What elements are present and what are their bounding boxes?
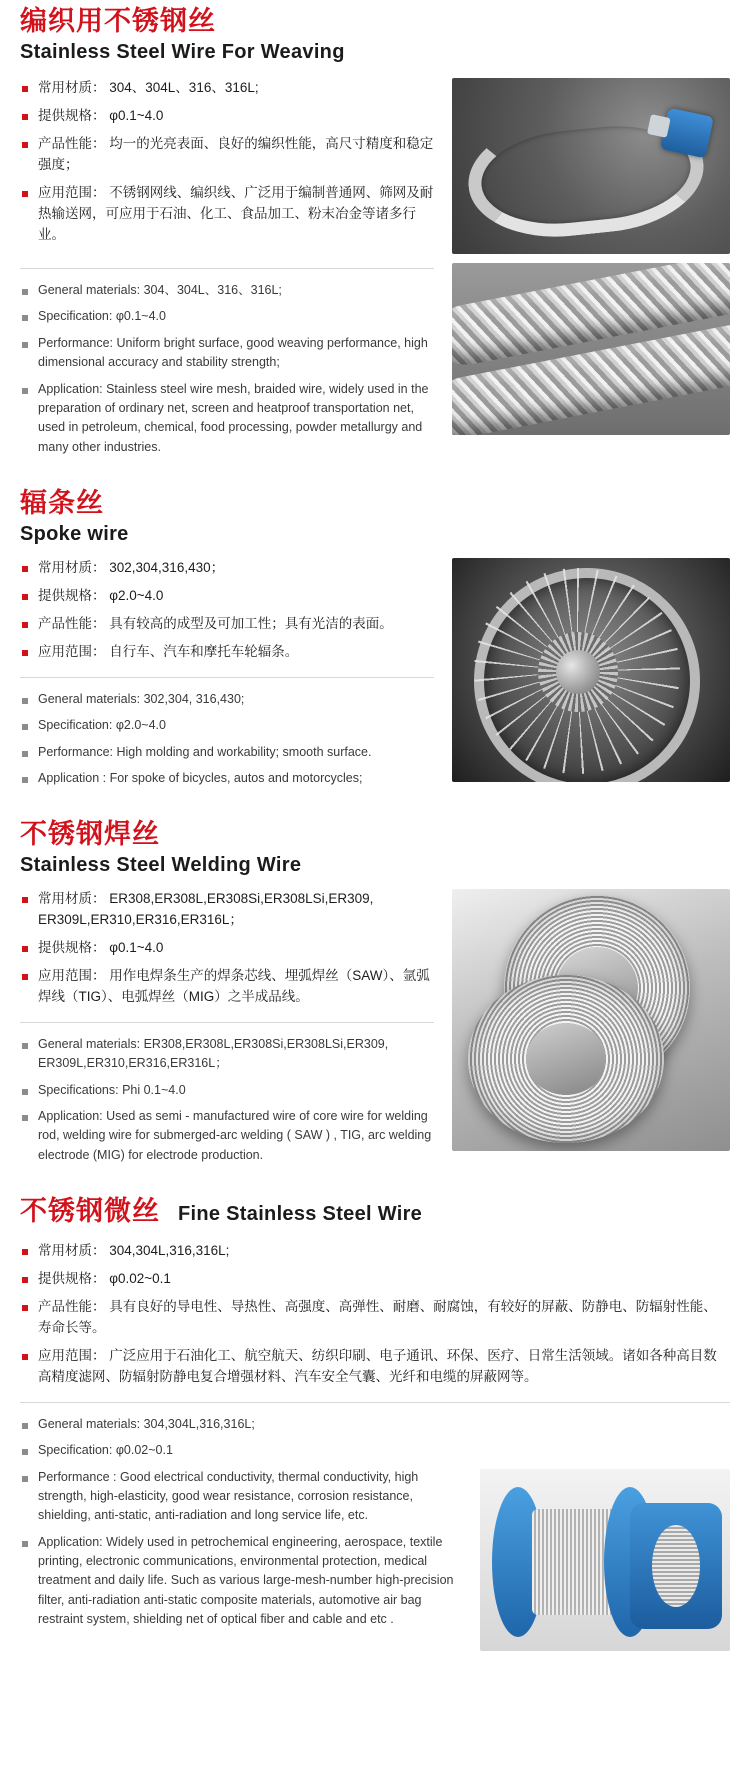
list-item: 提供规格： φ0.1~4.0 xyxy=(20,106,434,127)
list-item: General materials: ER308,ER308L,ER308Si,ER308LSi,ER309, ER309L,ER310,ER316,ER316L； xyxy=(20,1035,434,1074)
list-item: 提供规格： φ2.0~4.0 xyxy=(20,586,434,607)
list-item: 应用范围： 用作电焊条生产的焊条芯线、埋弧焊丝（SAW）、氩弧焊线（TIG）、电弧焊丝（MIG）之半成品线。 xyxy=(20,966,434,1008)
list-item: 提供规格： φ0.02~0.1 xyxy=(20,1269,730,1290)
cn-spec-list xyxy=(20,1241,730,1388)
spec-lists-wrap xyxy=(20,889,452,1172)
section-title-en: Fine Stainless Steel Wire xyxy=(178,1203,423,1226)
section-title-cn: 编织用不锈钢丝 xyxy=(20,6,216,36)
list-item: 产品性能： 具有良好的导电性、导热性、高强度、高弹性、耐磨、耐腐蚀，有较好的屏蔽、防静电、防辐射性能、寿命长等。 xyxy=(20,1297,730,1339)
section-fine-wire xyxy=(0,1190,750,1651)
section-body xyxy=(20,889,730,1172)
en-spec-list-wrap xyxy=(20,1415,480,1637)
fine-wire-spools-photo xyxy=(480,1469,730,1651)
section-title-cn: 不锈钢焊丝 xyxy=(20,819,160,850)
list-item: 产品性能： 具有较高的成型及可加工性；具有光洁的表面。 xyxy=(20,614,434,635)
wire-coil-lower xyxy=(468,975,664,1143)
divider xyxy=(20,1022,434,1023)
list-item: Performance: Uniform bright surface, good weaving performance, high dimensional accuracy and stability strength; xyxy=(20,334,434,373)
list-item: Application : For spoke of bicycles, autos and motorcycles; xyxy=(20,769,434,788)
section-title-en: Stainless Steel Welding Wire xyxy=(20,854,302,877)
section-welding-wire xyxy=(0,813,750,1172)
list-item: General materials: 304、304L、316、316L; xyxy=(20,281,434,300)
list-item: 常用材质： ER308,ER308L,ER308Si,ER308LSi,ER309, ER309L,ER310,ER316,ER316L； xyxy=(20,889,434,931)
en-spec-list xyxy=(20,281,434,457)
section-heading xyxy=(20,1190,730,1227)
list-item: 应用范围： 广泛应用于石油化工、航空航天、纺织印刷、电子通讯、环保、医疗、日常生活领域。诸如各种高目数高精度滤网、防辐射防静电复合增强材料、汽车安全气囊、光纤和电缆的屏蔽网等。 xyxy=(20,1346,730,1388)
section-title-en: Stainless Steel Wire For Weaving xyxy=(20,41,345,64)
section-body-en xyxy=(20,254,730,464)
list-item: Specifications: Phi 0.1~4.0 xyxy=(20,1081,434,1100)
list-item: 常用材质： 304,304L,316,316L; xyxy=(20,1241,730,1262)
cn-spec-list xyxy=(20,889,434,1008)
divider xyxy=(20,268,434,269)
cn-spec-list xyxy=(20,558,434,663)
section-weaving-wire xyxy=(0,0,750,464)
list-item: Specification: φ2.0~4.0 xyxy=(20,716,434,735)
section-heading xyxy=(20,482,730,546)
list-item: Specification: φ0.02~0.1 xyxy=(20,1441,464,1460)
section-heading xyxy=(20,813,730,877)
spacer xyxy=(0,1172,750,1190)
list-item: 提供规格： φ0.1~4.0 xyxy=(20,938,434,959)
en-spec-list xyxy=(20,690,434,789)
list-item: 常用材质： 304、304L、316、316L; xyxy=(20,78,434,99)
cn-spec-list xyxy=(20,78,434,245)
braided-wire-photo xyxy=(452,263,730,435)
list-item: Performance: High molding and workability; smooth surface. xyxy=(20,743,434,762)
spec-lists-wrap xyxy=(20,558,452,795)
list-item: Application: Used as semi - manufactured wire of core wire for welding rod, welding wire for submerged-arc welding ( SAW ) , TIG, arc welding electrode (MIG) for electrode production. xyxy=(20,1107,434,1165)
en-spec-list xyxy=(20,1415,464,1630)
braided-hose-photo xyxy=(452,78,730,254)
list-item: General materials: 304,304L,316,316L; xyxy=(20,1415,464,1434)
list-item: 应用范围： 不锈钢网线、编织线、广泛用于编制普通网、筛网及耐热输送网，可应用于石油、化工、食品加工、粉末冶金等诸多行业。 xyxy=(20,183,434,246)
list-item: Performance : Good electrical conductivity, thermal conductivity, high strength, high-elasticity, good wear resistance, corrosion resistance, shielding, anti-static, anti-radiation and long service life, etc. xyxy=(20,1468,464,1526)
list-item: Application: Widely used in petrochemical engineering, aerospace, textile printing, electronic communications, environmental protection, medical treatment and daily life. Such as various large-mesh-number high-precision filter, anti-radiation anti-static composite materials, automotive air bag restraint system, shielding net of optical fiber and cable and etc . xyxy=(20,1533,464,1630)
section-body xyxy=(20,558,730,795)
section-body-en xyxy=(20,1415,730,1651)
divider xyxy=(20,1402,730,1403)
section-heading xyxy=(20,0,730,64)
spool-second xyxy=(630,1503,722,1629)
en-spec-list-wrap xyxy=(20,254,452,464)
section-title-en: Spoke wire xyxy=(20,523,129,546)
section-title-cn: 不锈钢微丝 xyxy=(20,1196,160,1227)
cn-spec-list-wrap xyxy=(20,78,452,252)
product-image-braid xyxy=(452,254,730,435)
list-item: 常用材质： 302,304,316,430； xyxy=(20,558,434,579)
list-item: General materials: 302,304, 316,430; xyxy=(20,690,434,709)
spacer xyxy=(0,464,750,482)
list-item: 应用范围： 自行车、汽车和摩托车轮辐条。 xyxy=(20,642,434,663)
list-item: Application: Stainless steel wire mesh, braided wire, widely used in the preparation of ordinary net, screen and heatproof transportation net, used in petroleum, chemical, food processing, powder metallurgy and many other industries. xyxy=(20,380,434,458)
en-spec-list xyxy=(20,1035,434,1165)
welding-wire-coil-photo xyxy=(452,889,730,1151)
wheel-hub xyxy=(556,650,600,694)
spacer xyxy=(0,795,750,813)
product-image-hose xyxy=(452,78,730,254)
product-image-wheel xyxy=(452,558,730,782)
list-item: Specification: φ0.1~4.0 xyxy=(20,307,434,326)
divider xyxy=(20,677,434,678)
section-body xyxy=(20,78,730,254)
section-title-cn: 辐条丝 xyxy=(20,488,104,519)
bicycle-wheel-spokes-photo xyxy=(452,558,730,782)
section-spoke-wire xyxy=(0,482,750,795)
product-image-coil xyxy=(452,889,730,1151)
product-image-spools xyxy=(480,1415,730,1651)
list-item: 产品性能： 均一的光亮表面、良好的编织性能，高尺寸精度和稳定强度； xyxy=(20,134,434,176)
